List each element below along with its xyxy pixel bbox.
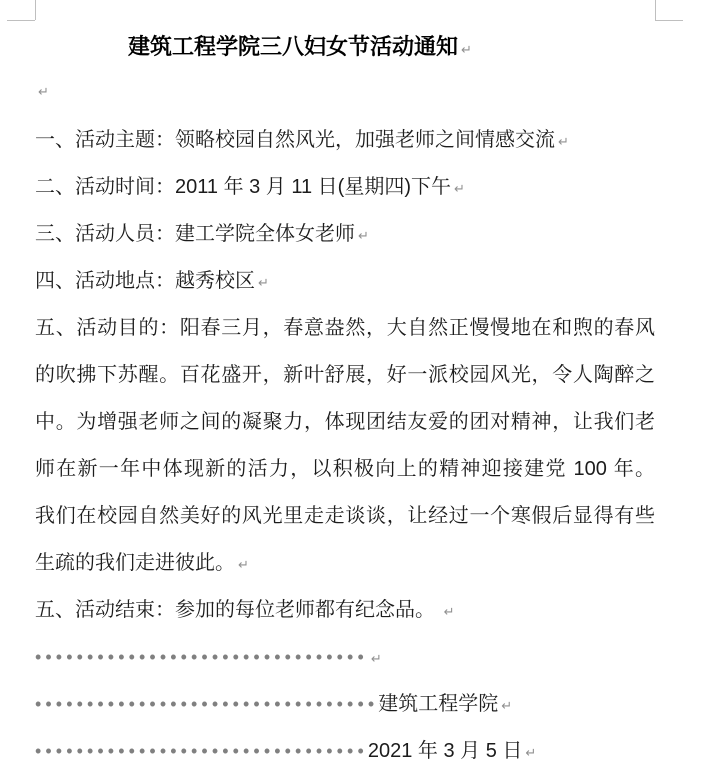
signature: 建筑工程学院 xyxy=(378,693,499,715)
purpose-line-text: 我们在校园自然美好的风光里走走谈谈，让经过一个寒假后显得有些 xyxy=(35,505,655,527)
text-boundary-mark-top-left-horizontal xyxy=(7,20,35,21)
paragraph-mark-icon: ↵ xyxy=(358,228,369,243)
purpose-line xyxy=(35,352,655,399)
item-theme xyxy=(35,117,655,164)
item-ending-text: 五、活动结束：参加的每位老师都有纪念品。 xyxy=(35,599,441,621)
signature-line xyxy=(35,681,655,728)
item-place-text: 四、活动地点：越秀校区 xyxy=(35,270,255,292)
dot-leader: ••••••••••••••••••••••••••••••••• xyxy=(35,694,379,714)
item-theme-text: 一、活动主题：领略校园自然风光，加强老师之间情感交流 xyxy=(35,129,555,151)
purpose-line-text: 生疏的我们走进彼此。 xyxy=(35,552,235,574)
paragraph-mark-icon: ↵ xyxy=(258,275,269,290)
date: 2021 年 3 月 5 日 xyxy=(367,740,523,762)
purpose-line xyxy=(35,446,655,493)
purpose-line xyxy=(35,399,655,446)
paragraph-mark-icon: ↵ xyxy=(443,604,455,619)
item-time xyxy=(35,164,655,211)
text-boundary-mark-top-right-horizontal xyxy=(655,20,683,21)
purpose-line-text: 的吹拂下苏醒。百花盛开，新叶舒展，好一派校园风光，令人陶醉之 xyxy=(35,364,655,386)
text-boundary-mark-top-right-vertical xyxy=(655,0,656,20)
paragraph-mark-icon: ↵ xyxy=(525,745,537,760)
item-place xyxy=(35,258,655,305)
empty-paragraph xyxy=(35,67,655,117)
paragraph-mark-icon: ↵ xyxy=(558,134,569,149)
paragraph-mark-icon: ↵ xyxy=(238,557,249,572)
purpose-line-text: 五、活动目的：阳春三月，春意盎然，大自然正慢慢地在和煦的春风 xyxy=(35,317,655,339)
purpose-line-text: 中。为增强老师之间的凝聚力，体现团结友爱的团对精神，让我们老 xyxy=(35,411,655,433)
item-people-text: 三、活动人员：建工学院全体女老师 xyxy=(35,223,355,245)
paragraph-mark-icon: ↵ xyxy=(501,698,513,713)
item-ending xyxy=(35,587,655,634)
purpose-line-text: 师在新一年中体现新的活力，以积极向上的精神迎接建党 100 年。 xyxy=(35,458,655,480)
dot-leader: •••••••••••••••••••••••••••••••• xyxy=(35,647,368,667)
paragraph-mark-icon: ↵ xyxy=(370,651,382,666)
paragraph-mark-icon: ↵ xyxy=(454,181,465,196)
paragraph-mark-icon: ↵ xyxy=(461,42,472,57)
item-time-text: 二、活动时间：2011 年 3 月 11 日(星期四)下午 xyxy=(35,176,451,198)
document-title-line xyxy=(35,27,655,67)
document-body[interactable] xyxy=(35,0,655,775)
item-people xyxy=(35,211,655,258)
document-title: 建筑工程学院三八妇女节活动通知 xyxy=(128,34,459,59)
purpose-line xyxy=(35,493,655,540)
date-line xyxy=(35,728,655,775)
dot-leader-line xyxy=(35,634,655,681)
purpose-line xyxy=(35,305,655,352)
purpose-last-line xyxy=(35,540,655,587)
dot-leader: •••••••••••••••••••••••••••••••• xyxy=(35,741,368,761)
paragraph-mark-icon: ↵ xyxy=(38,84,49,99)
